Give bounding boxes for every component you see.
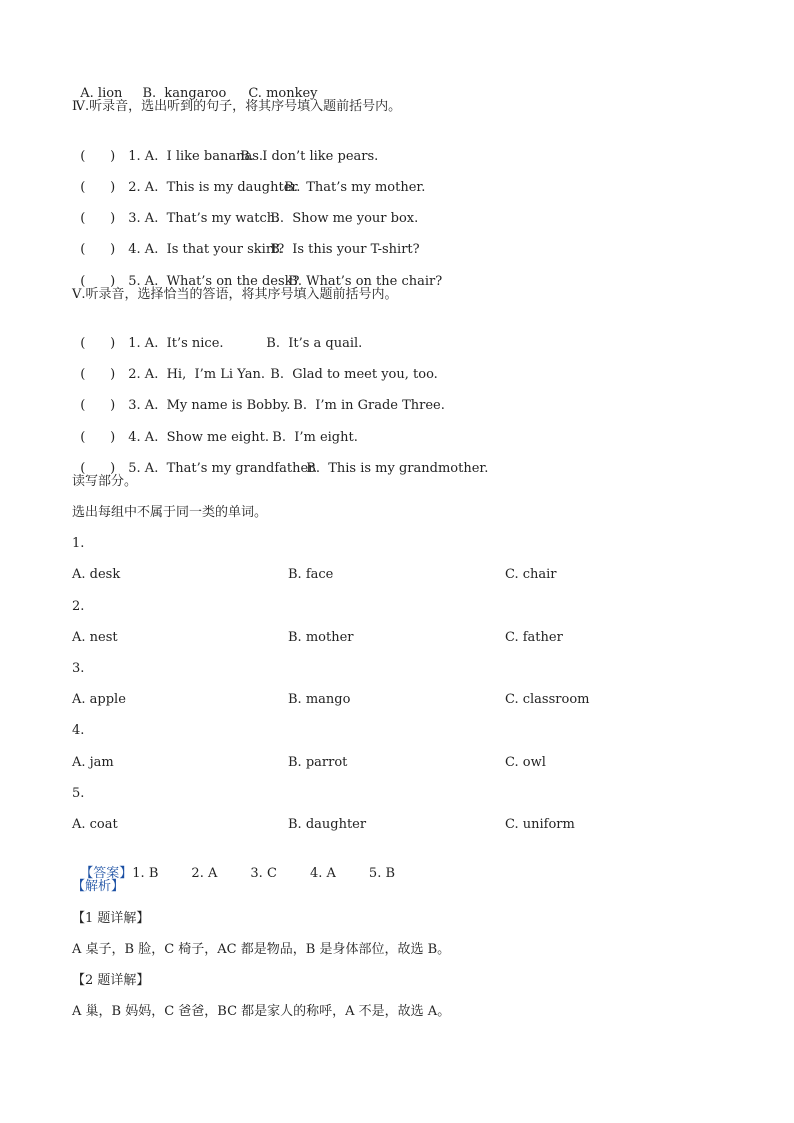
option-a[interactable]: A. nest xyxy=(72,630,118,645)
detail-text-1: A 桌子，B 脸，C 椅子，AC 都是物品，B 是身体部位，故选 B。 xyxy=(72,942,451,957)
choice-b: B. I’m eight. xyxy=(272,430,358,445)
answer-text: 1. B 2. A 3. C 4. A 5. B xyxy=(132,866,396,881)
section-title-reading-writing: 读写部分。 xyxy=(72,474,138,489)
question-number: 5. xyxy=(72,786,85,801)
choice-b: B. What’s on the chair? xyxy=(288,274,443,289)
option-c: C. monkey xyxy=(248,86,318,101)
detail-text-2: A 巢，B 妈妈，C 爸爸，BC 都是家人的称呼，A 不是，故选 A。 xyxy=(72,1004,451,1019)
answer-label: 【答案】 xyxy=(80,866,133,881)
choice-a: 4. A. Is that your skirt? xyxy=(128,242,285,257)
question-number: 4. xyxy=(72,723,85,738)
answer-paren[interactable]: ( ) xyxy=(80,180,116,195)
option-b[interactable]: B. mother xyxy=(288,630,354,645)
choice-a: 1. A. It’s nice. xyxy=(128,336,224,351)
option-a: A. lion xyxy=(80,86,123,101)
option-c[interactable]: C. chair xyxy=(505,567,557,582)
option-c[interactable]: C. father xyxy=(505,630,563,645)
option-a[interactable]: A. apple xyxy=(72,692,126,707)
analysis-label: 【解析】 xyxy=(72,879,125,894)
answer-paren[interactable]: ( ) xyxy=(80,149,116,164)
option-a[interactable]: A. desk xyxy=(72,567,121,582)
question-number: 3. xyxy=(72,661,85,676)
section4-heading: Ⅳ.听录音，选出听到的句子，将其序号填入题前括号内。 xyxy=(72,99,402,114)
option-a[interactable]: A. coat xyxy=(72,817,118,832)
option-a[interactable]: A. jam xyxy=(72,755,114,770)
option-c[interactable]: C. owl xyxy=(505,755,546,770)
option-c[interactable]: C. classroom xyxy=(505,692,590,707)
choice-a: 4. A. Show me eight. xyxy=(128,430,270,445)
choice-a: 2. A. Hi, I’m Li Yan. xyxy=(128,367,265,382)
answer-paren[interactable]: ( ) xyxy=(80,274,116,289)
option-b: B. kangaroo xyxy=(142,86,227,101)
option-c[interactable]: C. uniform xyxy=(505,817,575,832)
choice-b: B. Is this your T-shirt? xyxy=(270,242,420,257)
section4-item-4 xyxy=(72,223,420,259)
question-number: 1. xyxy=(72,536,85,551)
choice-a: 2. A. This is my daughter. xyxy=(128,180,301,195)
option-b[interactable]: B. face xyxy=(288,567,334,582)
choice-b: B. It’s a quail. xyxy=(266,336,363,351)
section5-heading: Ⅴ.听录音，选择恰当的答语，将其序号填入题前括号内。 xyxy=(72,287,398,302)
answer-paren[interactable]: ( ) xyxy=(80,336,116,351)
choice-b: B. I don’t like pears. xyxy=(240,149,379,164)
answer-paren[interactable]: ( ) xyxy=(80,242,116,257)
choice-a: 1. A. I like bananas. xyxy=(128,149,263,164)
choice-a: 3. A. My name is Bobby. xyxy=(128,398,291,413)
option-b[interactable]: B. mango xyxy=(288,692,351,707)
choice-b: B. I’m in Grade Three. xyxy=(293,398,445,413)
answer-paren[interactable]: ( ) xyxy=(80,211,116,226)
answer-paren[interactable]: ( ) xyxy=(80,398,116,413)
question-number: 2. xyxy=(72,599,85,614)
choice-a: 3. A. That’s my watch. xyxy=(128,211,280,226)
choice-b: B. That’s my mother. xyxy=(284,180,426,195)
choice-b: B. Show me your box. xyxy=(270,211,419,226)
detail-title-1: 【1 题详解】 xyxy=(72,911,150,926)
detail-title-2: 【2 题详解】 xyxy=(72,973,150,988)
option-b[interactable]: B. parrot xyxy=(288,755,348,770)
answer-paren[interactable]: ( ) xyxy=(80,430,116,445)
choice-b: B. This is my grandmother. xyxy=(306,461,489,476)
section5-item-3 xyxy=(72,379,445,415)
odd-one-out-instruction: 选出每组中不属于同一类的单词。 xyxy=(72,505,268,520)
choice-a: 5. A. That’s my grandfather. xyxy=(128,461,318,476)
answer-paren[interactable]: ( ) xyxy=(80,367,116,382)
option-b[interactable]: B. daughter xyxy=(288,817,367,832)
choice-b: B. Glad to meet you, too. xyxy=(270,367,438,382)
choice-a: 5. A. What’s on the desk? xyxy=(128,274,300,289)
answer-paren[interactable]: ( ) xyxy=(80,461,116,476)
